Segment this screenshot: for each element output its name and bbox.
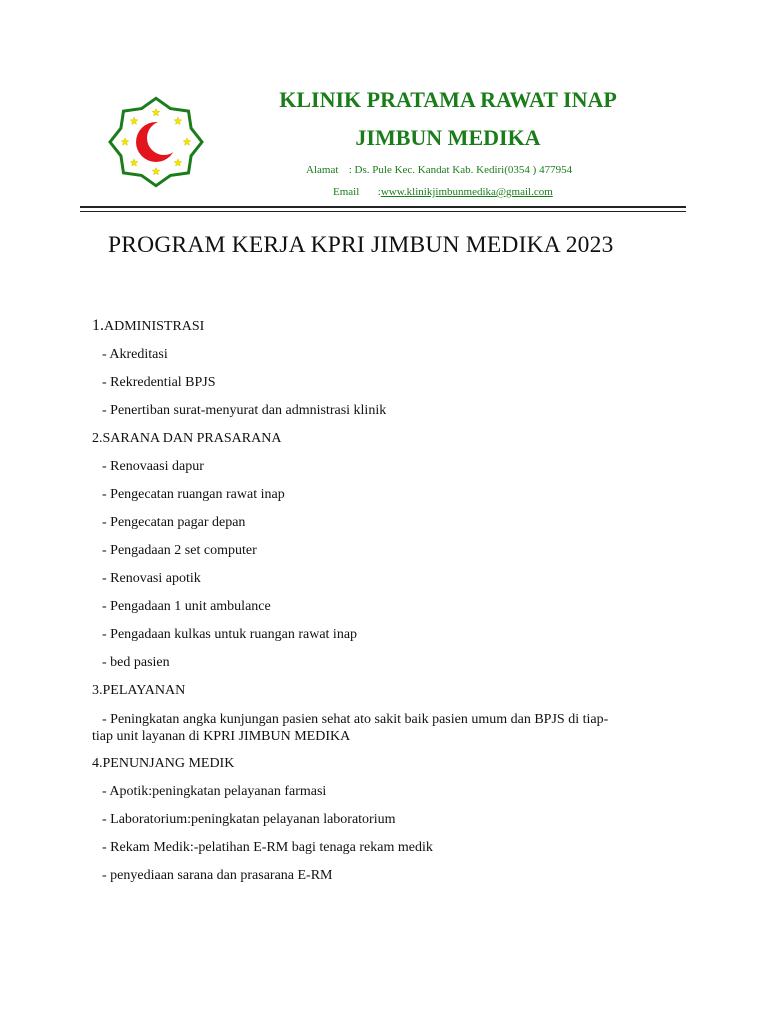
letterhead <box>248 84 648 154</box>
list-item: - bed pasien <box>102 655 170 670</box>
document-title: PROGRAM KERJA KPRI JIMBUN MEDIKA 2023 <box>108 232 614 258</box>
small-star-icon <box>152 168 160 175</box>
program-list <box>92 312 682 890</box>
address-label: Alamat <box>306 164 339 176</box>
small-star-icon <box>130 159 138 166</box>
list-item: - Renovaasi dapur <box>102 459 204 474</box>
list-item: - Akreditasi <box>102 347 168 362</box>
list-item: - Rekam Medik:-pelatihan E-RM bagi tenaga rekam medik <box>102 840 433 855</box>
list-item: - Pengadaan kulkas untuk ruangan rawat inap <box>102 627 358 642</box>
section-heading <box>92 677 682 705</box>
clinic-name: KLINIK PRATAMA RAWAT INAP <box>279 87 617 112</box>
list-item: - Apotik:peningkatan pelayanan farmasi <box>102 784 327 799</box>
list-item: - Laboratorium:peningkatan pelayanan laboratorium <box>102 812 396 827</box>
section-number: 3. <box>92 683 103 698</box>
section-title: ADMINISTRASI <box>104 319 205 334</box>
section-number: 4. <box>92 756 103 771</box>
small-star-icon <box>174 159 182 166</box>
small-star-icon <box>130 117 138 124</box>
list-item: - Rekredential BPJS <box>102 375 216 390</box>
small-star-icon <box>174 117 182 124</box>
section-title: SARANA DAN PRASARANA <box>102 431 282 446</box>
clinic-email <box>333 186 553 198</box>
list-item: - penyediaan sarana dan prasarana E-RM <box>102 868 333 883</box>
list-item: - Pengecatan ruangan rawat inap <box>102 487 285 502</box>
email-separator: : <box>377 186 381 198</box>
section-heading <box>92 312 682 341</box>
address-value: : Ds. Pule Kec. Kandat Kab. Kediri(0354 ) 477954 <box>348 164 573 176</box>
email-link[interactable]: www.klinikjimbunmedika@gmail.com <box>380 186 553 198</box>
clinic-address <box>306 164 572 176</box>
section-heading <box>92 750 682 778</box>
section-number: 2. <box>92 431 103 446</box>
list-item: - Pengecatan pagar depan <box>102 515 246 530</box>
small-star-icon <box>183 138 191 145</box>
list-item: - Renovasi apotik <box>102 571 201 586</box>
section-heading <box>92 425 682 453</box>
small-star-icon <box>152 109 160 116</box>
section-title: PELAYANAN <box>102 683 186 698</box>
list-item: - Pengadaan 2 set computer <box>102 543 257 558</box>
list-item-line: - Peningkatan angka kunjungan pasien sehat ato sakit baik pasien umum dan BPJS di tiap- <box>102 712 609 727</box>
list-item: - Pengadaan 1 unit ambulance <box>102 599 271 614</box>
section-number: 1. <box>92 317 104 334</box>
list-item-line: tiap unit layanan di KPRI JIMBUN MEDIKA <box>92 729 351 744</box>
list-item <box>92 705 682 750</box>
clinic-name-line2: JIMBUN MEDIKA <box>355 125 541 150</box>
email-label: Email <box>333 186 360 198</box>
list-item: - Penertiban surat-menyurat dan admnistrasi klinik <box>102 403 387 418</box>
section-title: PENUNJANG MEDIK <box>102 756 235 771</box>
small-star-icon <box>121 138 129 145</box>
header-rule-thin <box>80 211 686 212</box>
star-crescent-logo-icon <box>102 94 210 190</box>
header-rule-thick <box>80 206 686 208</box>
